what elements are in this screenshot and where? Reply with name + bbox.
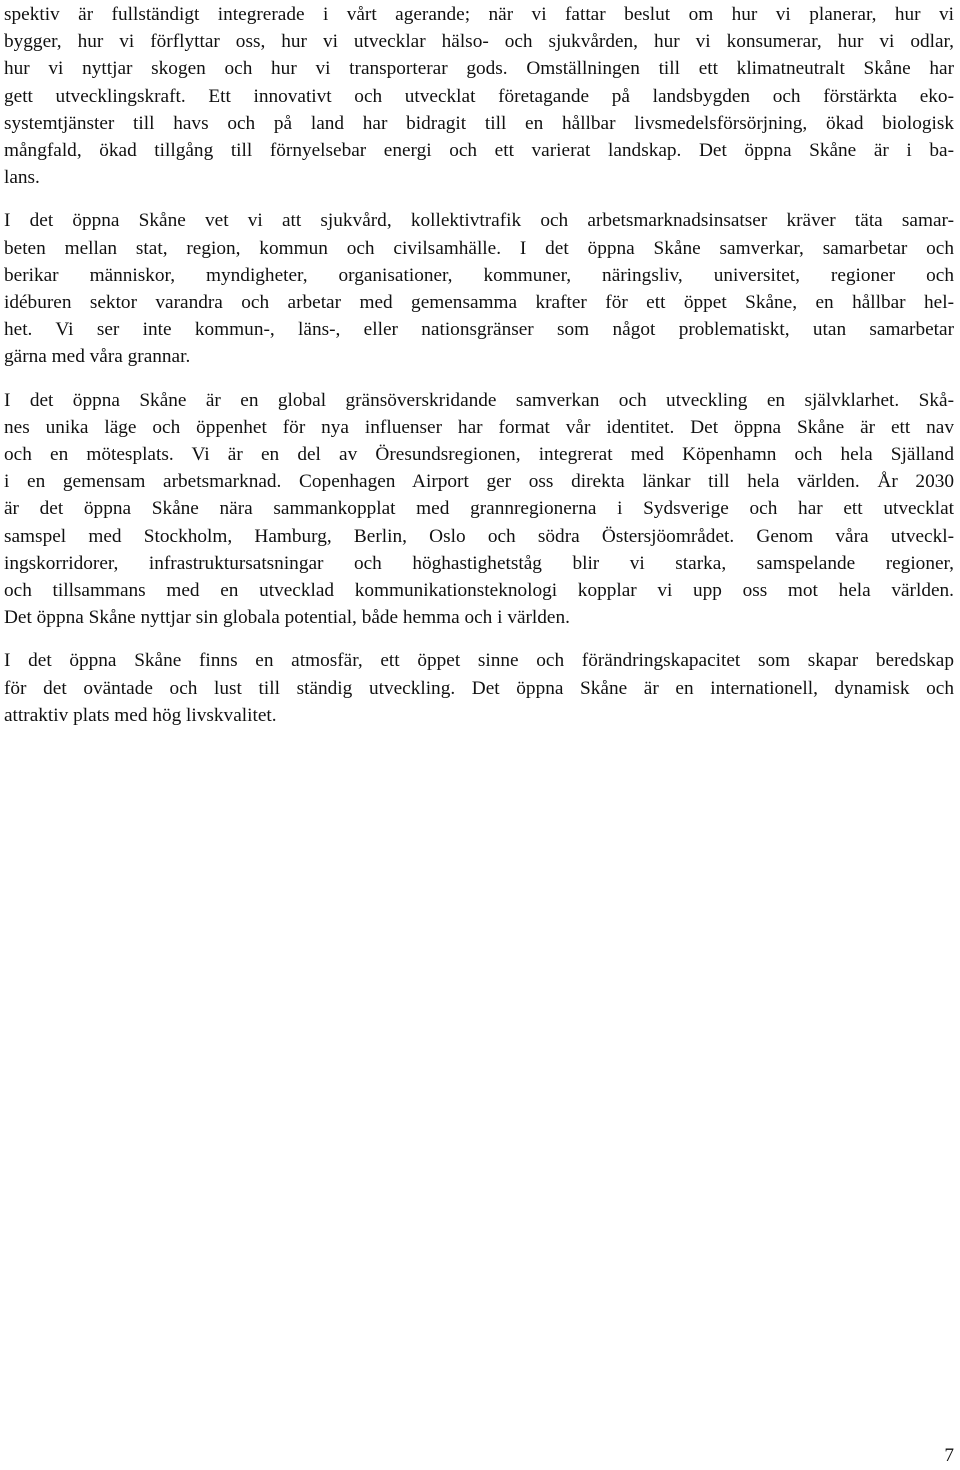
paragraph-2 <box>4 207 954 370</box>
paragraph-4 <box>4 647 954 729</box>
text-line: mångfald, ökad tillgång till förnyelsebar energi och ett varierat landskap. Det öppna Skåne är i ba- <box>4 140 954 162</box>
page-number: 7 <box>944 1445 954 1466</box>
text-line: gett utvecklingskraft. Ett innovativt och utvecklat företagande på landsbygden och förstärkta eko- <box>4 85 954 107</box>
text-line: samspel med Stockholm, Hamburg, Berlin, Oslo och södra Östersjöområdet. Genom våra utveckl- <box>4 525 954 547</box>
text-line: I det öppna Skåne är en global gränsöverskridande samverkan och utveckling en självklarhet. Skå- <box>4 389 954 411</box>
text-line: är det öppna Skåne nära sammankopplat med grannregionerna i Sydsverige och har ett utvecklat <box>4 498 954 520</box>
text-line: hur vi nyttjar skogen och hur vi transporterar gods. Omställningen till ett klimatneutralt Skåne har <box>4 58 954 80</box>
text-line: lans. <box>4 167 40 189</box>
text-line: beten mellan stat, region, kommun och civilsamhälle. I det öppna Skåne samverkar, samarbetar och <box>4 237 954 259</box>
text-line: och tillsammans med en utvecklad kommunikationsteknologi kopplar vi upp oss mot hela världen. <box>4 580 954 602</box>
text-line: Det öppna Skåne nyttjar sin globala potential, både hemma och i världen. <box>4 607 570 629</box>
text-line: i en gemensam arbetsmarknad. Copenhagen Airport ger oss direkta länkar till hela världen. År 2030 <box>4 471 954 493</box>
text-line: het. Vi ser inte kommun-, läns-, eller nationsgränser som något problematiskt, utan samarbetar <box>4 319 954 341</box>
text-line: för det oväntade och lust till ständig utveckling. Det öppna Skåne är en internationell, dynamisk och <box>4 677 954 699</box>
paragraph-spacer <box>4 371 954 387</box>
text-line: bygger, hur vi förflyttar oss, hur vi utvecklar hälso- och sjukvården, hur vi konsumerar, hur vi odlar, <box>4 31 954 53</box>
text-line: nes unika läge och öppenhet för nya influenser har format vår identitet. Det öppna Skåne är ett nav <box>4 416 954 438</box>
text-line: I det öppna Skåne vet vi att sjukvård, kollektivtrafik och arbetsmarknadsinsatser kräver täta samar- <box>4 210 954 232</box>
text-line: systemtjänster till havs och på land har bidragit till en hållbar livsmedelsförsörjning, ökad biologisk <box>4 112 954 134</box>
paragraph-spacer <box>4 191 954 207</box>
text-line: ingskorridorer, infrastruktursatsningar och höghastighetståg blir vi starka, samspelande regioner, <box>4 552 954 574</box>
paragraph-1 <box>4 1 954 191</box>
text-line: gärna med våra grannar. <box>4 346 191 368</box>
paragraph-spacer <box>4 631 954 647</box>
document-page <box>4 0 954 729</box>
paragraph-3 <box>4 387 954 632</box>
text-line: idéburen sektor varandra och arbetar med gemensamma krafter för ett öppet Skåne, en hållbar hel- <box>4 292 954 314</box>
text-line: spektiv är fullständigt integrerade i vårt agerande; när vi fattar beslut om hur vi planerar, hur vi <box>4 4 954 25</box>
text-line: berikar människor, myndigheter, organisationer, kommuner, näringsliv, universitet, regioner och <box>4 264 954 286</box>
text-line: och en mötesplats. Vi är en del av Öresundsregionen, integrerat med Köpenhamn och hela Själland <box>4 444 954 466</box>
text-line: I det öppna Skåne finns en atmosfär, ett öppet sinne och förändringskapacitet som skapar beredskap <box>4 650 954 672</box>
text-line: attraktiv plats med hög livskvalitet. <box>4 704 277 726</box>
